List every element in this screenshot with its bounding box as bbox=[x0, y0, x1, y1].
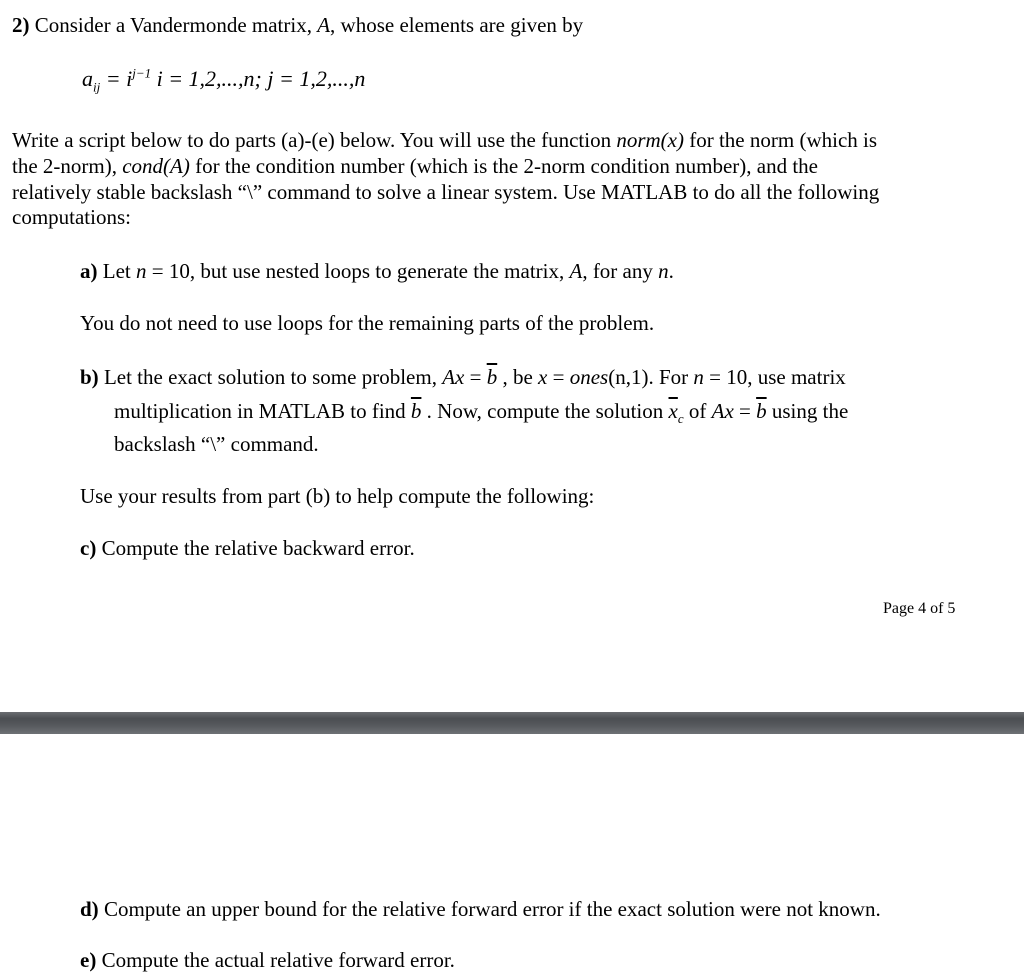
part-e: e) Compute the actual relative forward error. bbox=[80, 948, 455, 972]
part-c-label: c) bbox=[80, 536, 97, 560]
part-d-label: d) bbox=[80, 897, 99, 921]
part-d: d) Compute an upper bound for the relative forward error if the exact solution were not known. bbox=[80, 897, 881, 921]
question-2-header: 2) Consider a Vandermonde matrix, A, whose elements are given by bbox=[12, 13, 584, 37]
part-e-label: e) bbox=[80, 948, 97, 972]
page-number: Page 4 of 5 bbox=[883, 600, 956, 617]
no-loops-note: You do not need to use loops for the remaining parts of the problem. bbox=[80, 311, 655, 335]
vandermonde-formula: $a_{ij} = i^{j-1}$ i = 1,2,...,n; j = 1,2,...,n bbox=[82, 65, 366, 95]
page-break-bar bbox=[0, 712, 1024, 734]
part-b-label: b) bbox=[80, 365, 99, 389]
part-a-label: a) bbox=[80, 259, 98, 283]
part-c: c) Compute the relative backward error. bbox=[80, 536, 415, 560]
question-number: 2) bbox=[12, 13, 30, 37]
part-a: a) Let n = 10, but use nested loops to generate the matrix, A, for any n. bbox=[80, 259, 674, 283]
use-results-note: Use your results from part (b) to help compute the following: bbox=[80, 484, 595, 508]
